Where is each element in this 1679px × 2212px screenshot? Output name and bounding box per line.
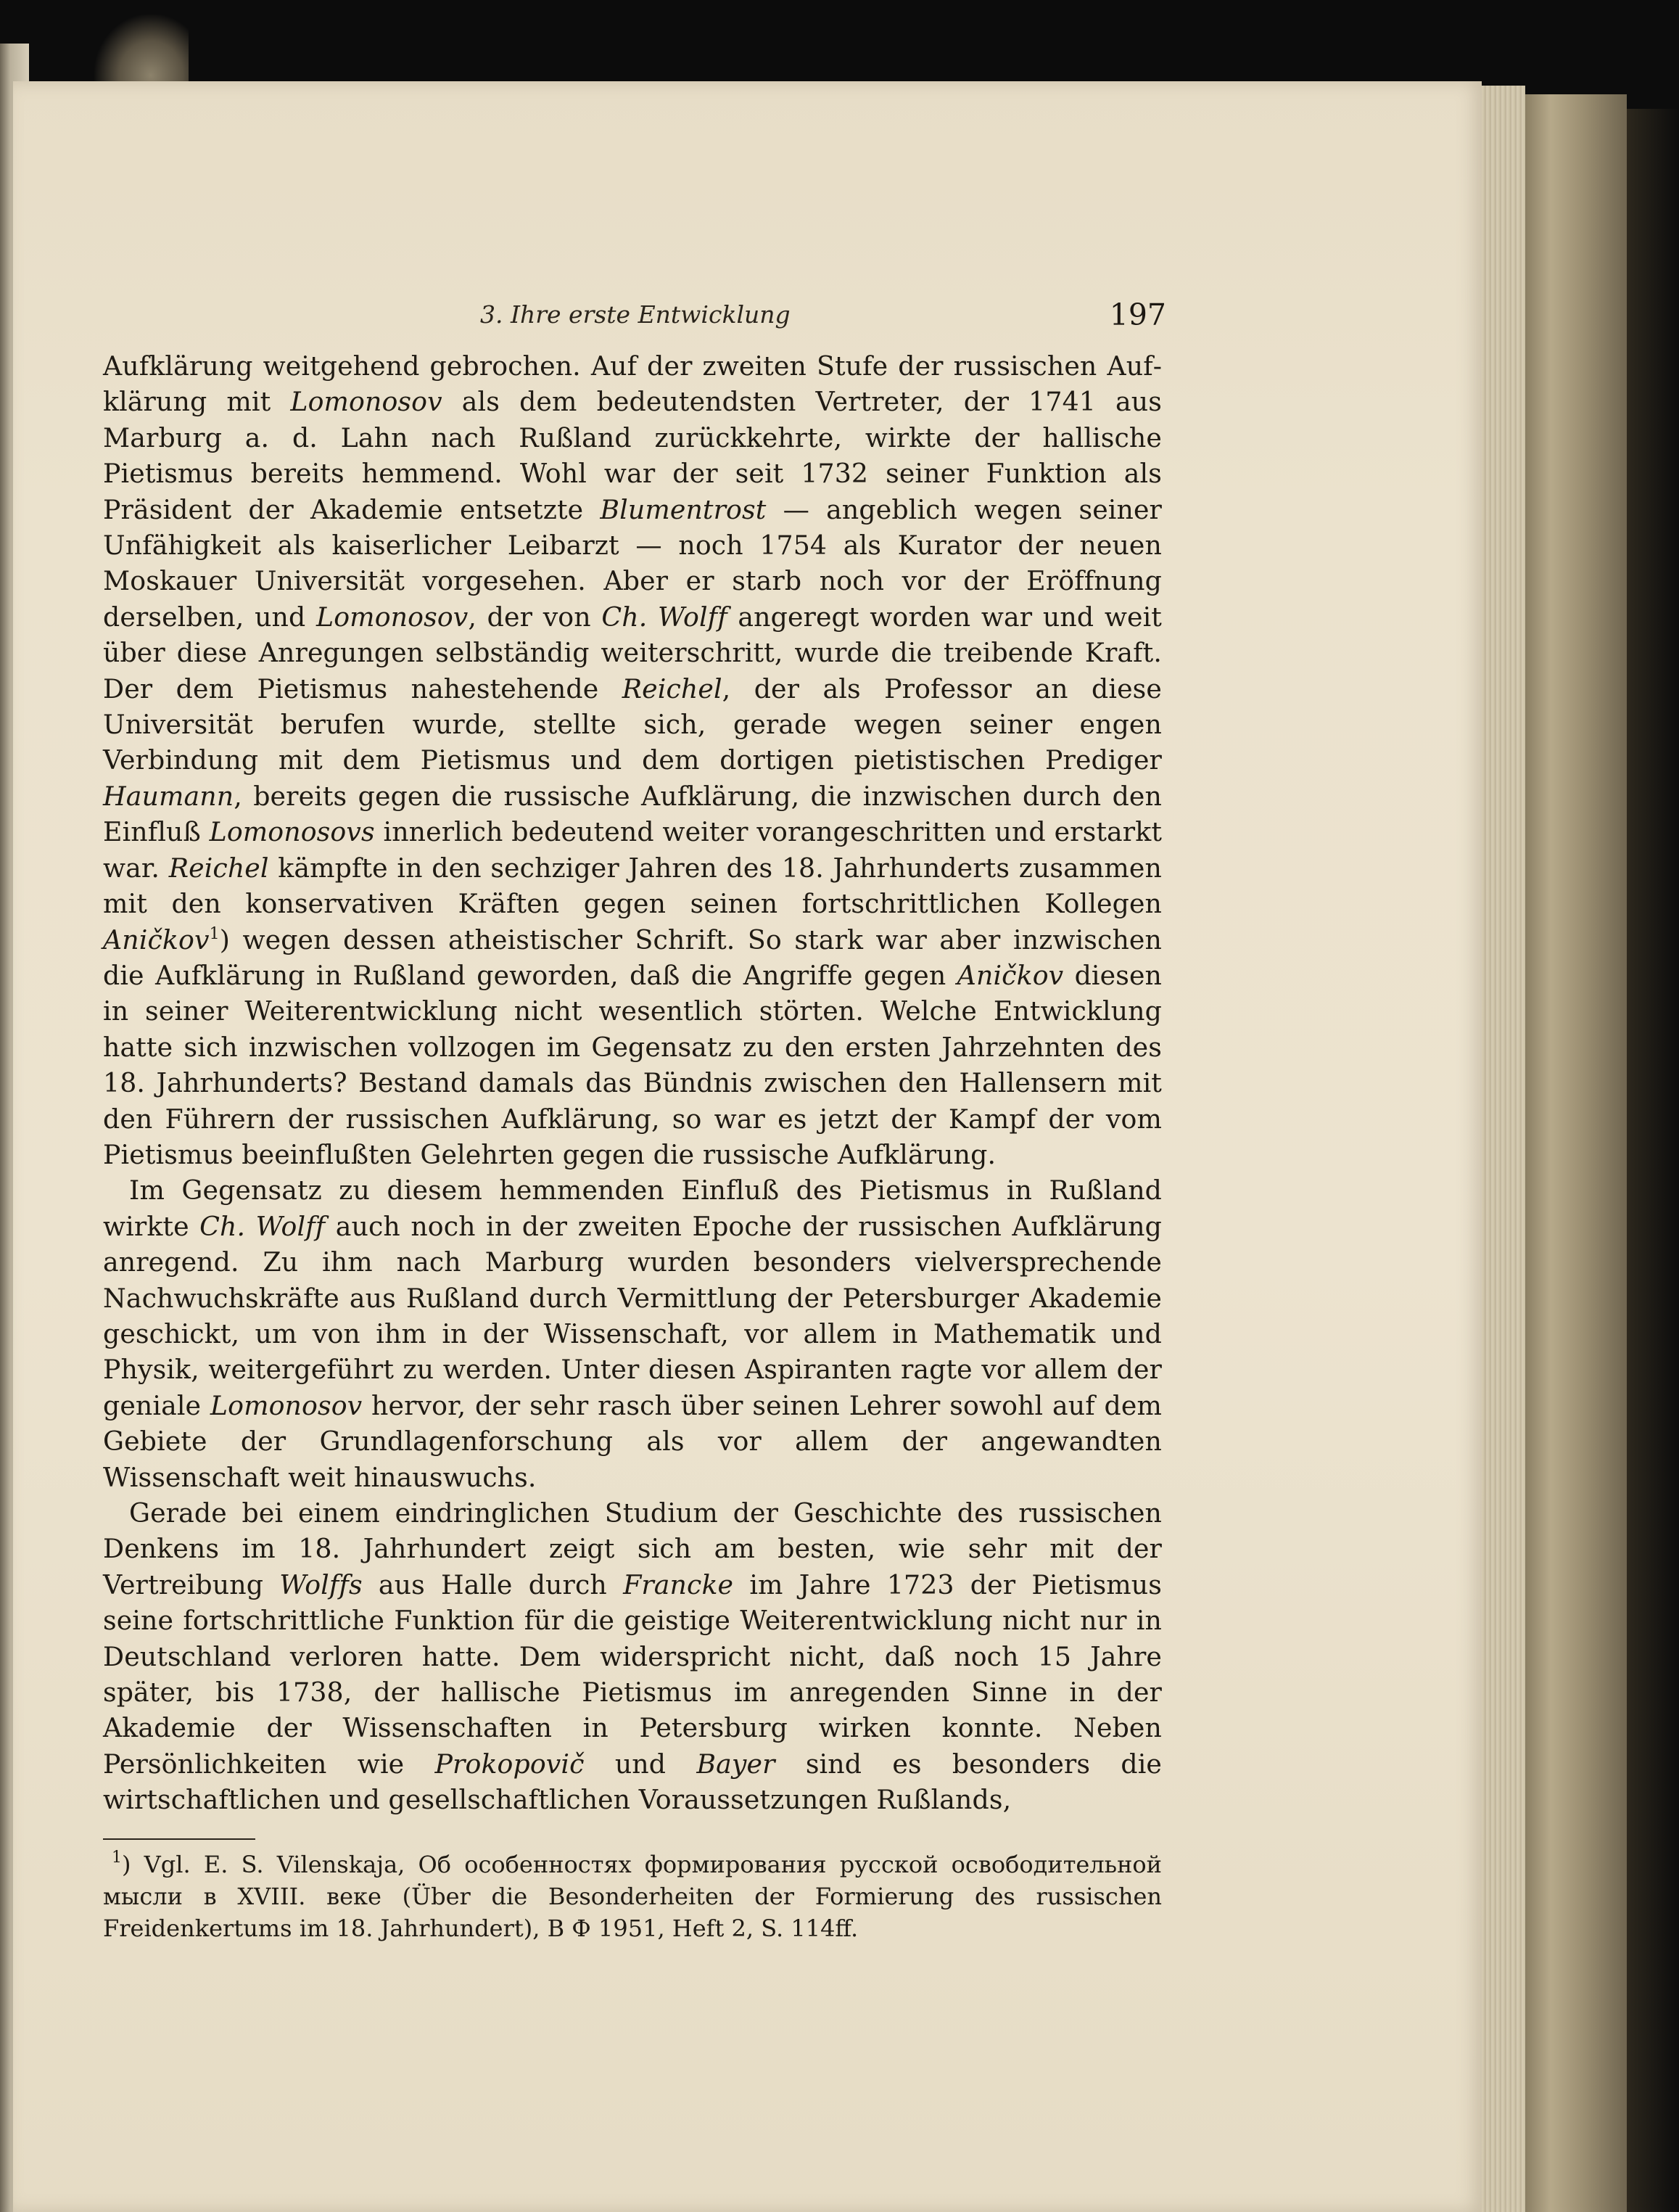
running-head: [103, 296, 1166, 348]
cover-shadow: [1627, 109, 1679, 2212]
text-segment: auch noch in der zweiten Epoche der russischen Aufklärung anregend. Zu ihm nach Marburg wurden besonders vielversprechende Nachwuchskräfte aus Rußland durch Vermittlung der Petersburger Akademie geschickt, um von ihm in der Wissenschaft, vor allem in Mathematik und Physik, weitergeführt zu werden. Unter diesen Aspiranten ragte vor allem der geniale: [103, 1210, 1162, 1421]
text-segment: und: [584, 1748, 697, 1780]
paragraph-1: [103, 348, 1162, 1172]
name-reference: Lomonosov: [290, 386, 442, 418]
footnote-text: ) Vgl. E. S. Vilenskaja, Об особенностях формирования русской освободительной мысли в XVIII. веке (Über die Besonderheiten der Formierung des russischen Freidenkertums im 18. Jahrhundert), В Ф 1951, Heft 2, S. 114ff.: [103, 1850, 1162, 1942]
name-reference: Lomonosov: [210, 1389, 363, 1421]
name-reference: Bayer: [696, 1748, 775, 1780]
page-edges: [1482, 86, 1525, 2212]
text-segment: angeregt worden war und weit über diese Anregungen selbständig weiterschritt, wurde die treibende Kraft. Der dem Pietismus nahestehende: [103, 601, 1162, 704]
text-segment: als dem bedeutendsten Vertreter, der 1741 aus Marburg a. d. Lahn nach Rußland zurückkehrte, wirkte der hallische Pietismus bereits hemmend. Wohl war der seit 1732 seiner Funktion als Präsident der Akademie entsetzte: [103, 386, 1162, 525]
page-content: [103, 296, 1166, 1944]
text-segment: diesen in seiner Weiterentwicklung nicht wesentlich störten. Welche Entwicklung hatte sich inzwischen vollzogen im Gegensatz zu den ersten Jahrzehnten des 18. Jahrhunderts? Bestand damals das Bündnis zwischen den Hallensern mit den Führern der russischen Aufklärung, so war es jetzt der Kampf der vom Pietismus beeinflußten Gelehrten gegen die russische Aufklärung.: [103, 959, 1163, 1170]
name-reference: Ch. Wolff: [199, 1210, 326, 1242]
running-title: 3. Ihre erste Entwicklung: [480, 300, 791, 329]
text-segment: im Jahre 1723 der Pietismus seine fortschrittliche Funktion für die geistige Weiterentwicklung nicht nur in Deutschland verloren hatte. Dem widerspricht nicht, daß noch 15 Jahre später, bis 1738, der hallische Pietismus im anregenden Sinne in der Akademie der Wissenschaften in Petersburg wirken konnte. Neben Persönlichkeiten wie: [103, 1568, 1163, 1780]
name-reference: Wolffs: [279, 1568, 363, 1600]
book-cover-edge: [1525, 94, 1627, 2212]
name-reference: Prokopovič: [434, 1748, 585, 1780]
footnote-reference: 1: [209, 924, 220, 943]
name-reference: Francke: [623, 1568, 734, 1600]
text-segment: Im Gegensatz zu diesem hemmenden Einfluß des Pietismus in Rußland wirkte: [103, 1175, 1162, 1242]
text-segment: , der von: [468, 601, 602, 633]
text-segment: aus Halle durch: [362, 1568, 624, 1600]
text-segment: kämpfte in den sechziger Jahren des 18. Jahrhunderts zusammen mit den konservativen Kräften gegen seinen fortschrittlichen Kollegen: [103, 852, 1162, 920]
paragraph-2: [103, 1172, 1162, 1495]
text-segment: Aufklärung weitgehend gebrochen. Auf der zweiten Stufe der russischen Aufklärung mit: [103, 350, 1162, 418]
text-segment: ) wegen dessen atheistischer Schrift. So stark war aber inzwischen die Aufklärung in Rußland geworden, daß die Angriffe gegen: [103, 924, 1162, 991]
footnote-marker: 1: [112, 1848, 122, 1867]
name-reference: Reichel: [168, 852, 269, 884]
text-segment: , bereits gegen die russische Aufklärung, die inzwischen durch den Einfluß: [103, 780, 1162, 848]
footnote: [103, 1849, 1162, 1944]
text-segment: hervor, der sehr rasch über seinen Lehrer sowohl auf dem Gebiete der Grundlagenforschung als vor allem der angewandten Wissenschaft weit hinauswuchs.: [103, 1389, 1162, 1493]
name-reference: Haumann: [103, 780, 234, 812]
name-reference: Aničkov: [957, 959, 1064, 991]
name-reference: Aničkov: [103, 924, 210, 955]
page-number: 197: [1109, 297, 1166, 332]
name-reference: Lomonosov: [316, 601, 469, 633]
paragraph-3: [103, 1495, 1162, 1818]
text-segment: , der als Professor an diese Universität berufen wurde, stellte sich, gerade wegen seiner engen Verbindung mit dem Pietismus und dem dortigen pietistischen Prediger: [103, 673, 1162, 776]
text-segment: sind es besonders die wirtschaftlichen und gesellschaftlichen Voraussetzungen Rußlands,: [103, 1748, 1162, 1816]
name-reference: Reichel: [622, 673, 722, 704]
text-segment: Gerade bei einem eindringlichen Studium der Geschichte des russischen Denkens im 18. Jahrhundert zeigt sich am besten, wie sehr mit der Vertreibung: [103, 1497, 1162, 1600]
name-reference: Blumentrost: [600, 493, 767, 525]
name-reference: Lomonosovs: [209, 816, 375, 848]
footnote-rule: [103, 1838, 255, 1840]
name-reference: Ch. Wolff: [601, 601, 727, 633]
text-segment: — angeblich wegen seiner Unfähigkeit als kaiserlicher Leibarzt — noch 1754 als Kurator der neuen Moskauer Universität vorgesehen. Aber er starb noch vor der Eröffnung derselben, und: [103, 493, 1162, 633]
text-segment: innerlich bedeutend weiter vorangeschritten und erstarkt war.: [103, 816, 1163, 884]
